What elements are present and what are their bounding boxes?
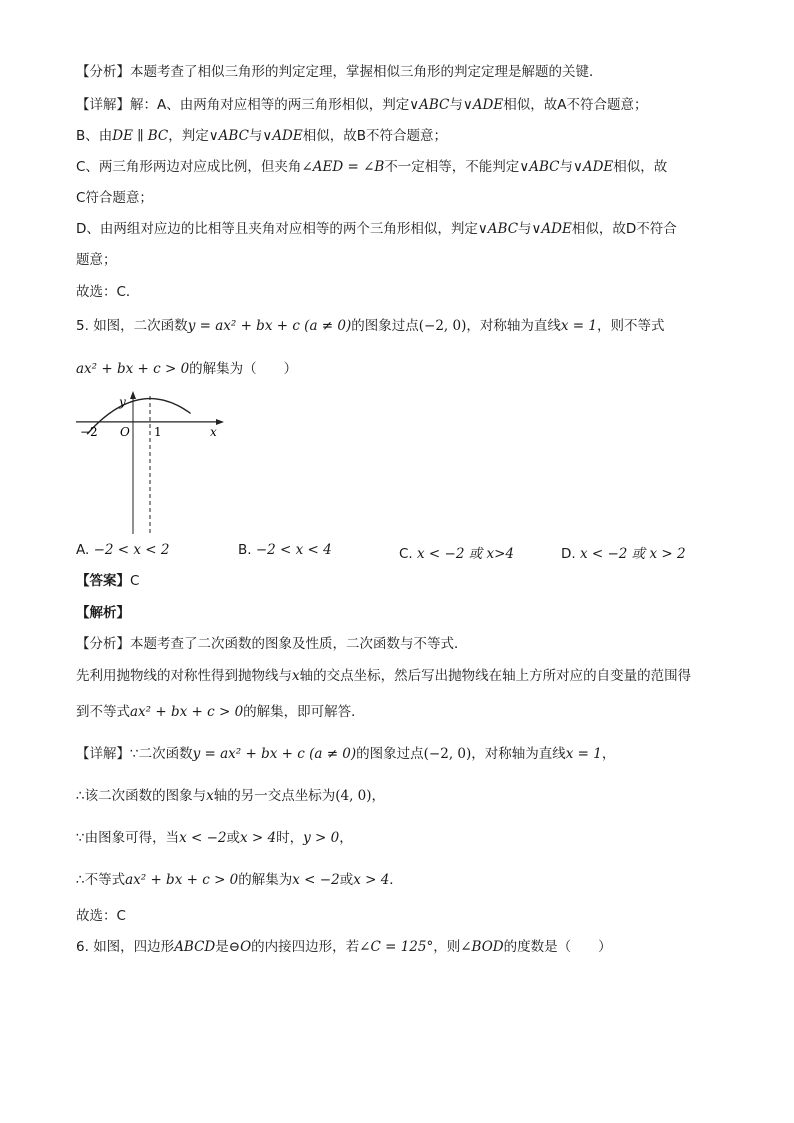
circle-name: ⊖O bbox=[228, 939, 252, 955]
q4-analysis-line bbox=[76, 62, 603, 82]
method-text: 轴的交点坐标，然后写出抛物线在轴上方所对应的自变量的范围得 bbox=[299, 668, 692, 684]
line-a-text: 解：A、由两角对应相等的两三角形相似，判定 bbox=[130, 97, 410, 113]
stem-text: 的内接四边形，若 bbox=[251, 939, 360, 955]
stem-text: 的度数是（ ） bbox=[503, 939, 612, 955]
q4-detail-b-line bbox=[76, 126, 447, 146]
analysis-tag: 【分析】 bbox=[76, 64, 130, 80]
line-d-cont: 题意； bbox=[76, 252, 117, 268]
x-var: x bbox=[206, 788, 214, 804]
q5-method-line2 bbox=[76, 702, 365, 722]
q5-detail-line3: ∵由图象可得，当x < −2或x > 4时，y > 0， bbox=[76, 830, 353, 846]
axis-expr: x = 1 bbox=[560, 318, 597, 334]
y-label: y bbox=[119, 395, 126, 409]
detail-tag: 【详解】 bbox=[76, 97, 130, 113]
parallel-expr: DE ∥ BC bbox=[112, 128, 169, 144]
detail-text: 时， bbox=[276, 830, 304, 846]
inequality-expr: ax² + bx + c > 0 bbox=[125, 872, 239, 888]
stem-text: 如图，四边形 bbox=[93, 939, 175, 955]
option-c[interactable] bbox=[399, 542, 514, 562]
detail-text: ，对称轴为直线 bbox=[471, 746, 566, 762]
origin-label: O bbox=[120, 425, 130, 439]
q4-detail-c-cont bbox=[76, 188, 153, 208]
stem-text: 如图，二次函数 bbox=[93, 318, 188, 334]
conjunction: 与 bbox=[518, 221, 532, 237]
answer-value: C bbox=[130, 573, 140, 589]
method-text: 到不等式 bbox=[76, 704, 130, 720]
triangle-ade: ∨ADE bbox=[462, 97, 504, 113]
triangle-abc: ∨ABC bbox=[477, 221, 519, 237]
option-d[interactable] bbox=[561, 542, 686, 562]
detail-text: ∴该二次函数的图象与 bbox=[76, 788, 207, 804]
quadrilateral-name: ABCD bbox=[174, 939, 216, 955]
conjunction: 或 bbox=[226, 830, 241, 846]
line-c-text: C、两三角形两边对应成比例，但夹角 bbox=[76, 159, 302, 175]
analysis-text: 本题考查了二次函数的图象及性质，二次函数与不等式． bbox=[130, 636, 468, 652]
detail-text: ∴不等式 bbox=[76, 872, 126, 888]
q5-answer-line bbox=[76, 571, 139, 591]
angle-expr: ∠BOD bbox=[460, 939, 504, 955]
option-text: −2 < x < 2 bbox=[93, 542, 170, 558]
function-expr: y = ax² + bx + c (a ≠ 0) bbox=[187, 318, 352, 334]
line-b-tail: 相似，故B不符合题意； bbox=[302, 128, 447, 144]
detail-tag: 【详解】 bbox=[76, 746, 130, 762]
option-a[interactable] bbox=[76, 542, 170, 558]
angle-expr: ∠C = 125° bbox=[359, 939, 434, 955]
tick-neg2: −2 bbox=[80, 425, 98, 439]
question-number: 5. bbox=[76, 318, 89, 334]
analysis-text: 本题考查了相似三角形的判定定理，掌握相似三角形的判定定理是解题的关键． bbox=[130, 64, 603, 80]
solution-expr: x > 4 bbox=[353, 872, 390, 888]
point-expr: (−2, 0) bbox=[418, 318, 467, 334]
point-expr: (−2, 0) bbox=[423, 746, 472, 762]
conjunction: 与 bbox=[449, 97, 463, 113]
condition-expr: x < −2 bbox=[179, 830, 227, 846]
q5-choice bbox=[76, 906, 126, 926]
q5-jiexi-line bbox=[76, 603, 130, 623]
q4-detail-c-line bbox=[76, 157, 667, 177]
option-letter: C. bbox=[399, 546, 413, 562]
choice-text: 故选：C bbox=[76, 908, 126, 924]
line-b-text2: ，判定 bbox=[168, 128, 209, 144]
triangle-abc: ∨ABC bbox=[519, 159, 560, 175]
inequality-expr: ax² + bx + c > 0 bbox=[130, 704, 244, 720]
parabola-graph bbox=[72, 388, 232, 538]
q5-analysis-line bbox=[76, 634, 468, 654]
choice-text: 故选：C． bbox=[76, 284, 140, 300]
option-text: −2 < x < 4 bbox=[255, 542, 332, 558]
q4-choice bbox=[76, 282, 139, 302]
q4-detail-a-line bbox=[76, 95, 647, 115]
result-expr: y > 0 bbox=[303, 830, 340, 846]
option-letter: A. bbox=[76, 542, 90, 558]
x-axis-arrow bbox=[216, 419, 224, 425]
point-expr: (4, 0) bbox=[335, 788, 372, 804]
q5-stem-line1 bbox=[76, 316, 664, 336]
detail-text: 轴的另一交点坐标为 bbox=[213, 788, 336, 804]
line-d-tail: 相似，故D不符合 bbox=[571, 221, 677, 237]
option-text: x < −2 或 x > 2 bbox=[579, 546, 686, 562]
line-a-tail: 相似，故A不符合题意； bbox=[503, 97, 648, 113]
condition-expr: x > 4 bbox=[240, 830, 277, 846]
x-label: x bbox=[210, 425, 217, 439]
stem-text: ，对称轴为直线 bbox=[466, 318, 561, 334]
x-var: x bbox=[292, 668, 300, 684]
parabola-curve bbox=[87, 399, 191, 435]
analysis-tag: 【分析】 bbox=[76, 636, 130, 652]
q5-detail-line1: 【详解】∵二次函数y = ax² + bx + c (a ≠ 0)的图象过点(−2, 0)，对称轴为直线x = 1， bbox=[76, 746, 616, 762]
detail-text: ∵二次函数 bbox=[130, 746, 193, 762]
stem-text: 的图象过点 bbox=[351, 318, 419, 334]
answer-tag: 【答案】 bbox=[76, 573, 130, 589]
tick-1: 1 bbox=[154, 425, 162, 439]
q5-detail-line4: ∴不等式ax² + bx + c > 0的解集为x < −2或x > 4． bbox=[76, 872, 403, 888]
triangle-ade: ∨ADE bbox=[262, 128, 303, 144]
detail-text: 的解集为 bbox=[238, 872, 293, 888]
line-d-text: D、由两组对应边的比相等且夹角对应相等的两个三角形相似，判定 bbox=[76, 221, 478, 237]
line-c-text2: 不一定相等，不能判定 bbox=[384, 159, 520, 175]
angle-expr: ∠AED = ∠B bbox=[301, 159, 385, 175]
conjunction: 与 bbox=[559, 159, 573, 175]
q6-stem-line bbox=[76, 937, 612, 957]
jiexi-tag: 【解析】 bbox=[76, 605, 130, 621]
line-c-cont: C符合题意； bbox=[76, 190, 153, 206]
triangle-abc: ∨ABC bbox=[208, 128, 249, 144]
q5-method-line1 bbox=[76, 666, 691, 686]
q4-detail-d-cont bbox=[76, 250, 117, 270]
method-text: 先利用抛物线的对称性得到抛物线与 bbox=[76, 668, 292, 684]
inequality-expr: ax² + bx + c > 0 bbox=[76, 361, 190, 377]
q4-detail-d-line bbox=[76, 219, 677, 239]
option-b[interactable] bbox=[238, 542, 332, 558]
line-c-tail: 相似，故 bbox=[613, 159, 668, 175]
triangle-ade: ∨ADE bbox=[572, 159, 614, 175]
y-axis-arrow bbox=[130, 391, 136, 399]
stem-text: ，则 bbox=[433, 939, 461, 955]
detail-text: ∵由图象可得，当 bbox=[76, 830, 180, 846]
stem-text: 是 bbox=[215, 939, 229, 955]
solution-expr: x < −2 bbox=[292, 872, 340, 888]
triangle-abc: ∨ABC bbox=[409, 97, 450, 113]
line-b-text: B、由 bbox=[76, 128, 113, 144]
question-number: 6. bbox=[76, 939, 89, 955]
conjunction: 与 bbox=[248, 128, 263, 144]
detail-text: 的图象过点 bbox=[356, 746, 424, 762]
triangle-ade: ∨ADE bbox=[531, 221, 572, 237]
conjunction: 或 bbox=[339, 872, 354, 888]
stem-text: 的解集为（ ） bbox=[189, 361, 298, 377]
q5-stem-line2 bbox=[76, 359, 297, 379]
axis-expr: x = 1 bbox=[565, 746, 602, 762]
stem-text: ，则不等式 bbox=[596, 318, 665, 334]
option-letter: D. bbox=[561, 546, 576, 562]
method-text: 的解集，即可解答． bbox=[243, 704, 365, 720]
option-letter: B. bbox=[238, 542, 252, 558]
q5-detail-line2: ∴该二次函数的图象与x轴的另一交点坐标为(4, 0)， bbox=[76, 788, 386, 804]
option-text: x < −2 或 x>4 bbox=[417, 546, 515, 562]
function-expr: y = ax² + bx + c (a ≠ 0) bbox=[192, 746, 357, 762]
